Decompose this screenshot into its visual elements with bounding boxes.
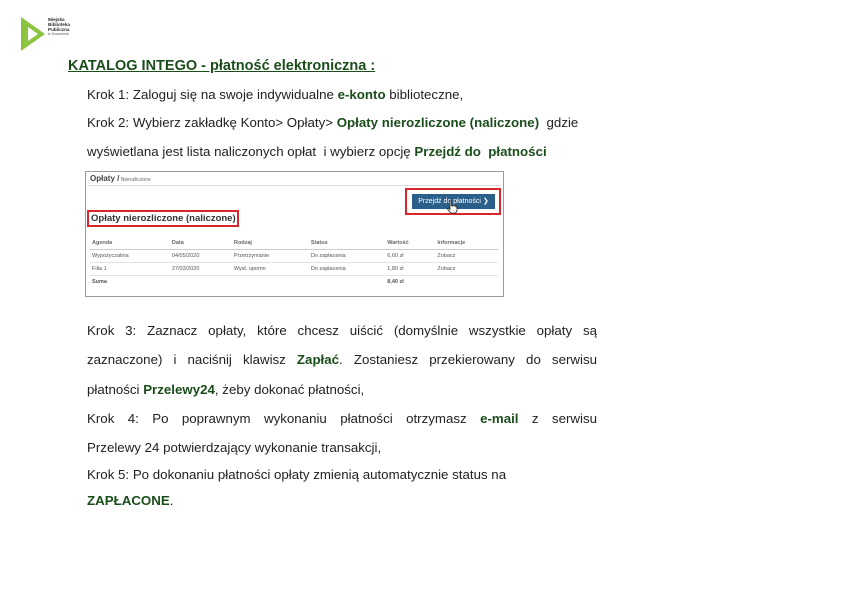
logo-line: w Szczecinie [48,32,69,36]
step-1 [87,87,463,102]
library-logo-mark-icon [19,15,47,53]
table-sum-row [90,276,498,289]
table-cell: Wysł. upomn [232,263,309,276]
step-text: . [169,493,174,508]
table-cell: 04/05/2020 [170,250,232,263]
pay-button: Przejdź do płatności ❯ [412,194,495,209]
library-logo [19,15,99,53]
table-cell: Do zapłacenia [309,263,385,276]
table-cell: Do zapłacenia [309,250,385,263]
step-highlight: ZAPŁACONE [87,493,170,508]
logo-line: Biblioteka [48,22,70,27]
step-highlight: Przejdź do płatności [414,144,547,159]
table-cell: Zobacz [435,263,498,276]
table-cell: Przetrzymanie [232,250,309,263]
screenshot-subtitle: Nierozliczone [119,177,151,183]
step-3-line-3 [87,382,364,397]
step-text: biblioteczne, [385,87,464,102]
table-cell: Filia 1 [90,263,170,276]
library-logo-text [48,17,70,37]
embedded-screenshot [85,171,504,297]
table-cell [170,276,232,289]
screenshot-title [90,174,151,183]
section-title: Opłaty nierozliczone (naliczone) [91,213,236,224]
table-cell [435,276,498,289]
table-cell: Wypożyczalnia [90,250,170,263]
step-highlight: e-mail [480,411,519,426]
step-text: Krok 4: Po poprawnym wykonaniu płatności otrzymasz [87,411,481,426]
screenshot-title-text: Opłaty / [90,174,120,183]
table-header-row [90,238,498,250]
table-cell: 6,60 zł [385,250,435,263]
step-text: zaznaczone) i naciśnij klawisz [87,352,297,367]
table-cell: Zobacz [435,250,498,263]
step-text: płatności [87,382,144,397]
logo-line: Publiczna [48,27,70,32]
highlight-frame [87,210,239,227]
hand-cursor-icon [446,200,458,214]
table-cell: 27/03/2020 [170,263,232,276]
logo-line: Miejska [48,17,65,22]
table-cell [232,276,309,289]
step-highlight: Zapłać [296,352,340,367]
table-cell: Suma [92,279,107,285]
step-text: Krok 1: Zaloguj się na swoje indywidualne [87,87,338,102]
step-5-line-2 [87,493,173,508]
column-header: Agenda [90,238,170,250]
column-header: Informacje [435,238,498,250]
step-5-line-1: Krok 5: Po dokonaniu płatności opłaty zmienią automatycznie status na [87,467,507,482]
step-4-line-2: Przelewy 24 potwierdzający wykonanie transakcji, [87,440,382,455]
step-2-line-1 [87,115,578,130]
column-header: Data [170,238,232,250]
table-row [90,263,498,276]
step-text: gdzie [539,115,579,130]
step-2-line-2 [87,144,547,159]
step-3-line-1: Krok 3: Zaznacz opłaty, które chcesz uiścić (domyślnie wszystkie opłaty są [87,323,597,338]
step-3-line-2 [87,352,597,367]
table-cell [309,276,385,289]
column-header: Rodzaj [232,238,309,250]
step-text: Krok 2: Wybierz zakładkę Konto> Opłaty> [87,115,337,130]
step-highlight: Opłaty nierozliczone (naliczone) [336,115,540,130]
column-header: Wartość [385,238,435,250]
step-text: , żeby dokonać płatności, [214,382,365,397]
step-text: . Zostaniesz przekierowany do serwisu [339,352,597,367]
step-text: wyświetlana jest lista naliczonych opłat i wybierz opcję [87,144,415,159]
table-cell: 8,40 zł [387,279,404,285]
page-title: KATALOG INTEGO - płatność elektroniczna : [68,58,376,74]
table-cell: 1,80 zł [385,263,435,276]
step-text: z serwisu [518,411,598,426]
step-highlight: e-konto [337,87,386,102]
step-4-line-1 [87,411,597,426]
divider [88,185,501,186]
column-header: Status [309,238,385,250]
fees-table [90,238,498,288]
step-highlight: Przelewy24 [143,382,215,397]
table-row [90,250,498,263]
